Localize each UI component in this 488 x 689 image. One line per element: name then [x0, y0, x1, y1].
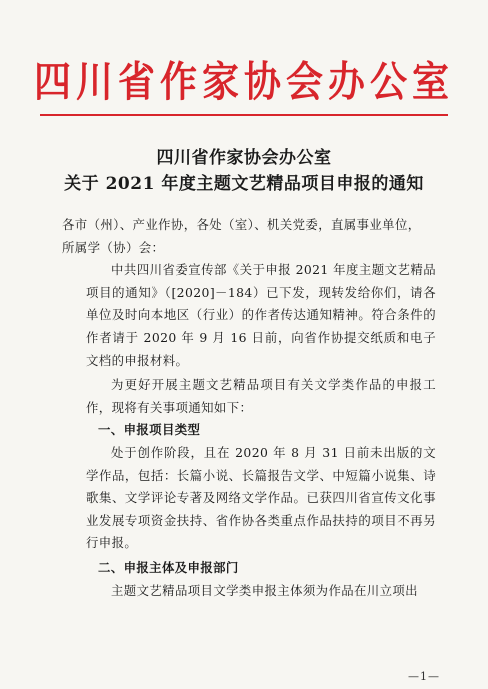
document-body	[62, 214, 436, 602]
letterhead: 四川省作家协会办公室	[34, 58, 454, 107]
letterhead-rule	[40, 114, 448, 116]
paragraph-4: 主题文艺精品项目文学类申报主体须为作品在川立项出	[111, 582, 418, 598]
document-title-line-2: 关于 2021 年度主题文艺精品项目申报的通知	[64, 174, 424, 194]
document-title-line-1: 四川省作家协会办公室	[156, 148, 332, 168]
paragraph-1: 中共四川省委宣传部《关于申报 2021 年度主题文艺精品项目的通知》（[2020]－184）已下发，现转发给你们，请各单位及时向本地区（行业）的作者传达通知精神。符合条件的作者请于 2020 年 9 月 16 日前，向省作协提交纸质和电子文档的申报材料。	[86, 262, 436, 368]
section-heading-1: 一、申报项目类型	[98, 422, 201, 438]
salutation-line-1: 各市（州）、产业作协，各处（室）、机关党委，直属事业单位，	[62, 217, 421, 232]
salutation-line-2: 所属学（协）会：	[62, 239, 165, 255]
paragraph-3: 处于创作阶段，且在 2020 年 8 月 31 日前未出版的文学作品，包括：长篇小说、长篇报告文学、中短篇小说集、诗歌集、文学评论专著及网络文学作品。已获四川省宣传文化事业发展专项资金扶持、省作协各类重点作品扶持的项目不再另行申报。	[86, 444, 436, 551]
paragraph-2: 为更好开展主题文艺精品项目有关文学类作品的申报工作，现将有关事项通知如下：	[86, 377, 436, 415]
section-heading-2: 二、申报主体及申报部门	[98, 559, 239, 575]
page-number: —1—	[408, 670, 440, 683]
